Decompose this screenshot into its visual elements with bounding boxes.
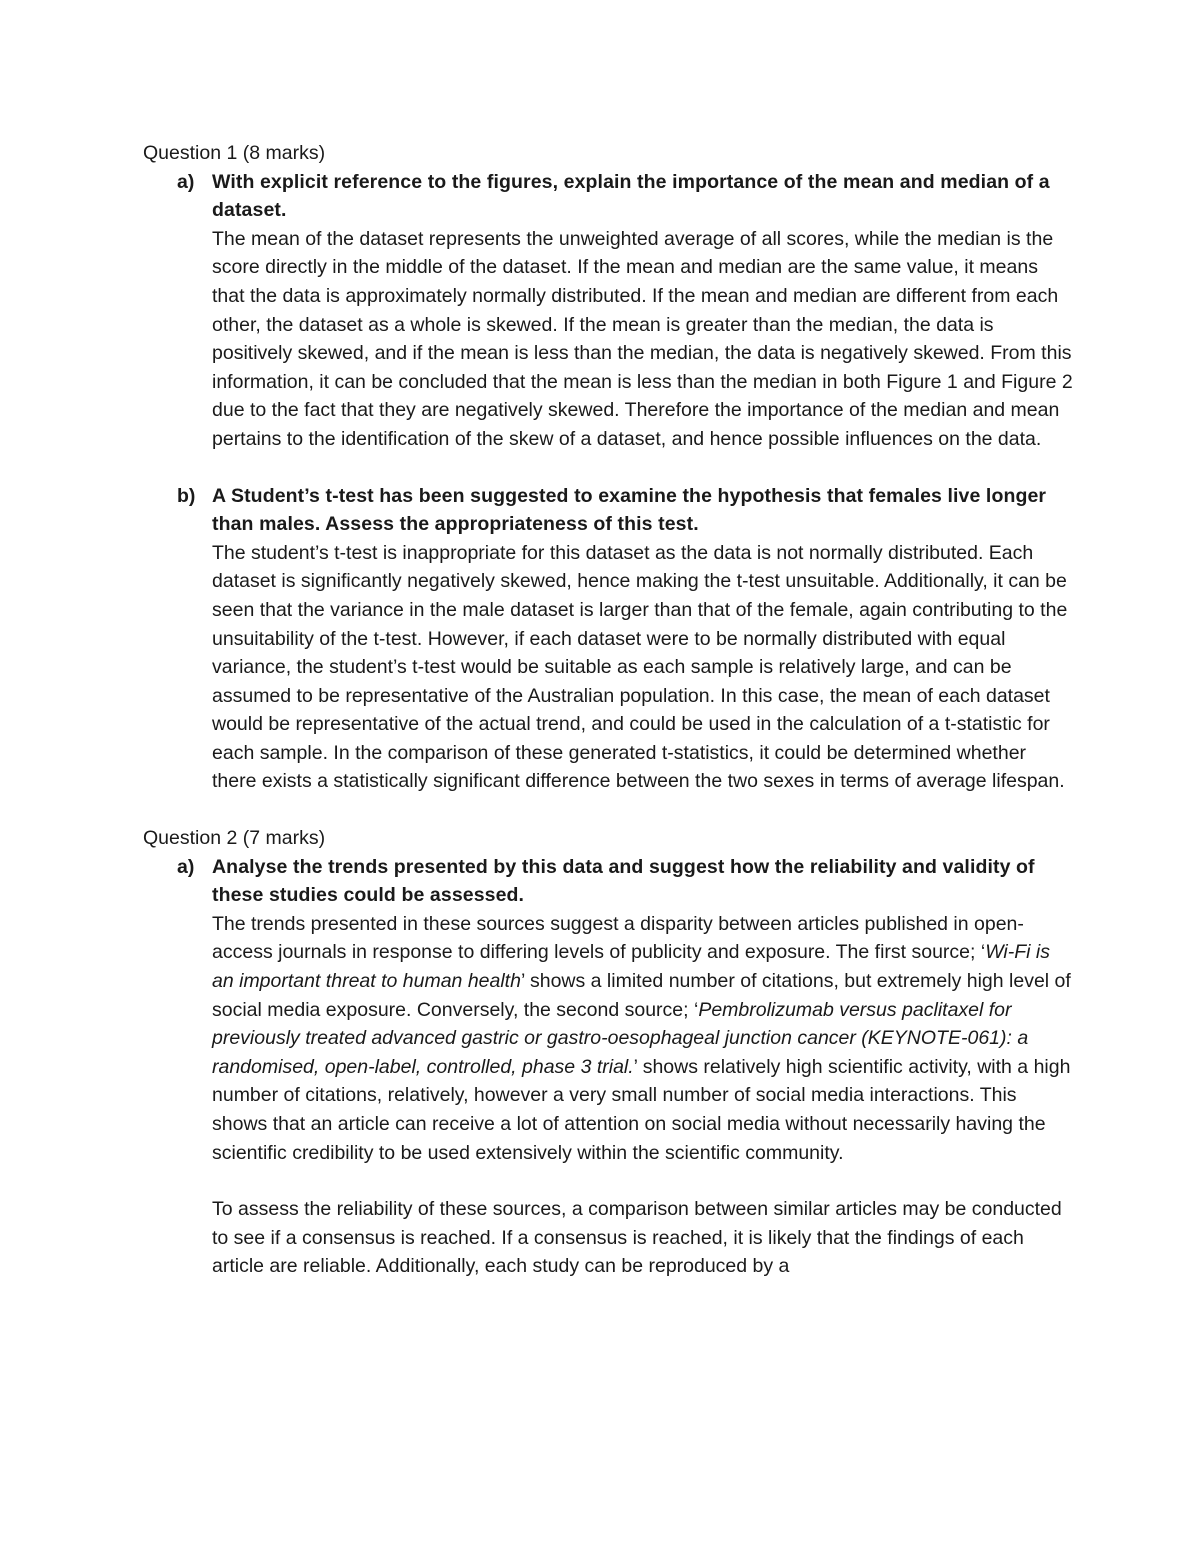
- question-1a-answer: The mean of the dataset represents the unweighted average of all scores, while the median is the score directly in the middle of the dataset. If the mean and median are the same value, it means that the data is approximately normally distributed. If the mean and median are different from each other, the dataset as a whole is skewed. If the mean is greater than the median, the data is positively skewed, and if the mean is less than the median, the data is negatively skewed. From this information, it can be concluded that the mean is less than the median in both Figure 1 and Figure 2 due to the fact that they are negatively skewed. Therefore the importance of the median and mean pertains to the identification of the skew of a dataset, and hence possible influences on the data.: [212, 227, 1073, 450]
- part-a-label: a): [177, 855, 195, 878]
- question-1: [143, 139, 1073, 796]
- spacer: [143, 796, 1073, 824]
- question-2a-answer-paragraph-2: To assess the reliability of these sources, a comparison between similar articles may be conducted to see if a consensus is reached. If a consensus is reached, it is likely that the findings of each article are reliable. Additionally, each study can be reproduced by a: [212, 1198, 1062, 1278]
- question-2-part-a: [143, 853, 1073, 1281]
- question-2-heading: Question 2 (7 marks): [143, 827, 326, 850]
- source-title-2: Pembrolizumab versus paclitaxel for previously treated advanced gastric or gastro-oesophageal junction cancer (KEYNOTE-061): a randomised, open-label, controlled, phase 3 trial.: [212, 998, 1029, 1078]
- answer-text: ’ shows relatively high scientific activity, with a high number of citations, relatively, however a very small number of social media interactions. This shows that an article can receive a lot of attention on social media without necessarily having the scientific credibility to be used extensively within the scientific community.: [212, 1055, 1071, 1164]
- source-title-1: Wi-Fi is an important threat to human health: [212, 941, 1050, 993]
- question-2a-answer: [212, 910, 1073, 1167]
- question-1b-answer: The student’s t-test is inappropriate for this dataset as the data is not normally distributed. Each dataset is significantly negatively skewed, hence making the t-test unsuitable. Additionally, it can be seen that the variance in the male dataset is larger than that of the female, again contributing to the unsuitability of the t-test. However, if each dataset were to be normally distributed with equal variance, the student’s t-test would be suitable as each sample is relatively large, and can be assumed to be representative of the Australian population. In this case, the mean of each dataset would be representative of the actual trend, and could be used in the calculation of a t-statistic for each sample. In the comparison of these generated t-statistics, it could be determined whether there exists a statistically significant difference between the two sexes in terms of average lifespan.: [212, 541, 1068, 793]
- question-1a-prompt: With explicit reference to the figures, explain the importance of the mean and median of a dataset.: [212, 170, 1050, 222]
- answer-text: ’ shows a limited number of citations, but extremely high level of social media exposure. Conversely, the second source; ‘: [212, 970, 1071, 1021]
- question-2: [143, 824, 1073, 1281]
- answer-text: The trends presented in these sources suggest a disparity between articles published in open-access journals in response to differing levels of publicity and exposure. The first source; ‘: [212, 912, 1024, 964]
- document-body: [143, 139, 1073, 1281]
- question-2a-prompt: Analyse the trends presented by this data and suggest how the reliability and validity of these studies could be assessed.: [212, 855, 1035, 907]
- spacer: [212, 1167, 1073, 1195]
- question-1b-prompt: A Student’s t-test has been suggested to examine the hypothesis that females live longer than males. Assess the appropriateness of this test.: [212, 484, 1047, 536]
- spacer: [143, 454, 1073, 482]
- question-1-part-b: [143, 482, 1073, 797]
- question-1-part-a: [143, 168, 1073, 454]
- question-1-heading: Question 1 (8 marks): [143, 142, 326, 164]
- part-b-label: b): [177, 484, 196, 507]
- part-a-label: a): [177, 170, 195, 193]
